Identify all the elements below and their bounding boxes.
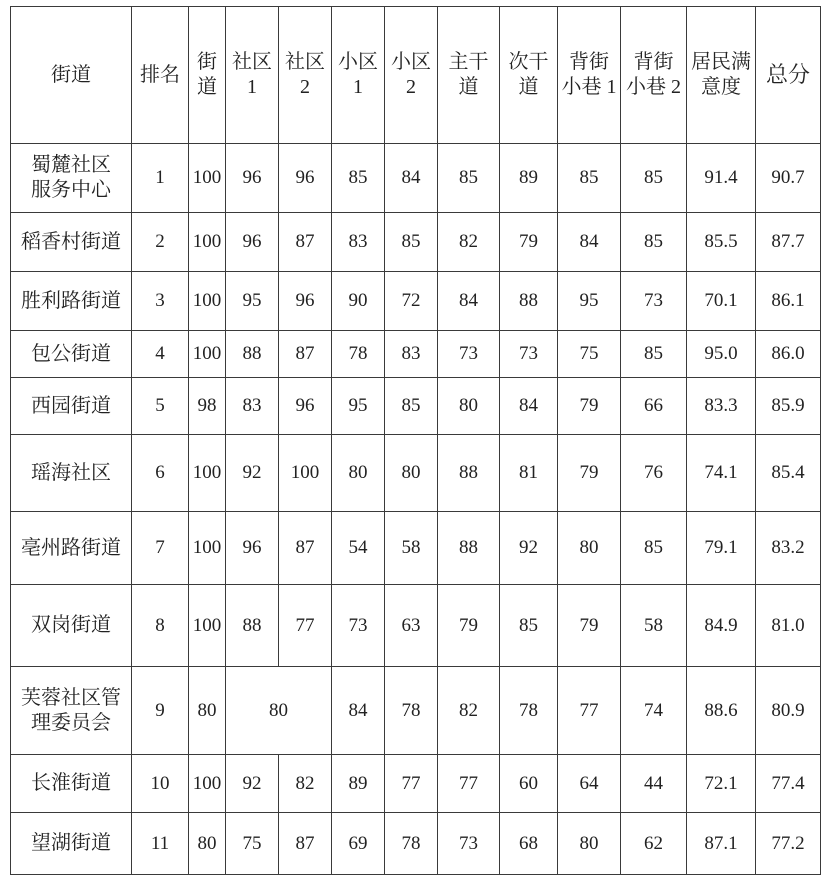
row-main-road: 73: [438, 813, 500, 875]
row-community-2: 87: [279, 213, 332, 272]
row-back-alley-1: 75: [558, 331, 621, 378]
row-community-1: 92: [226, 435, 279, 512]
row-rank: 11: [132, 813, 189, 875]
row-residential-2: 83: [385, 331, 438, 378]
row-residential-1: 84: [332, 667, 385, 755]
table-row: [11, 435, 821, 512]
row-community-2: 87: [279, 813, 332, 875]
header-resident-satisfaction: 居民满 意度: [687, 7, 756, 144]
row-street-score: 100: [189, 585, 226, 667]
row-satisfaction: 79.1: [687, 512, 756, 585]
row-back-alley-1: 79: [558, 435, 621, 512]
row-community-2: 96: [279, 378, 332, 435]
row-community-2: 82: [279, 755, 332, 813]
row-total: 85.4: [756, 435, 821, 512]
row-back-alley-2: 62: [621, 813, 687, 875]
row-total: 77.4: [756, 755, 821, 813]
row-total: 87.7: [756, 213, 821, 272]
row-total: 77.2: [756, 813, 821, 875]
row-rank: 10: [132, 755, 189, 813]
row-community-2: 96: [279, 272, 332, 331]
row-back-alley-2: 74: [621, 667, 687, 755]
row-satisfaction: 85.5: [687, 213, 756, 272]
row-residential-2: 72: [385, 272, 438, 331]
row-community-1: 88: [226, 331, 279, 378]
row-street-score: 100: [189, 331, 226, 378]
row-street-name: 双岗街道: [11, 585, 132, 667]
row-community-merged: 80: [226, 667, 332, 755]
row-main-road: 88: [438, 512, 500, 585]
row-rank: 9: [132, 667, 189, 755]
header-community-1: 社区 1: [226, 7, 279, 144]
header-total-score: 总分: [756, 7, 821, 144]
row-community-1: 83: [226, 378, 279, 435]
table-row: [11, 755, 821, 813]
row-residential-1: 73: [332, 585, 385, 667]
row-street-score: 80: [189, 667, 226, 755]
row-secondary-road: 78: [500, 667, 558, 755]
row-main-road: 84: [438, 272, 500, 331]
row-street-name: 长淮街道: [11, 755, 132, 813]
row-back-alley-1: 80: [558, 512, 621, 585]
header-row: [11, 7, 821, 144]
row-main-road: 77: [438, 755, 500, 813]
row-residential-1: 95: [332, 378, 385, 435]
row-satisfaction: 83.3: [687, 378, 756, 435]
row-total: 86.0: [756, 331, 821, 378]
row-street-name: 芙蓉社区管 理委员会: [11, 667, 132, 755]
row-rank: 7: [132, 512, 189, 585]
row-back-alley-2: 85: [621, 512, 687, 585]
row-back-alley-1: 95: [558, 272, 621, 331]
row-main-road: 88: [438, 435, 500, 512]
row-back-alley-2: 73: [621, 272, 687, 331]
row-back-alley-1: 84: [558, 213, 621, 272]
table-row: [11, 512, 821, 585]
row-street-name: 蜀麓社区 服务中心: [11, 144, 132, 213]
row-satisfaction: 70.1: [687, 272, 756, 331]
row-community-2: 77: [279, 585, 332, 667]
row-back-alley-2: 66: [621, 378, 687, 435]
row-rank: 3: [132, 272, 189, 331]
row-residential-1: 90: [332, 272, 385, 331]
row-total: 86.1: [756, 272, 821, 331]
row-total: 90.7: [756, 144, 821, 213]
row-back-alley-2: 44: [621, 755, 687, 813]
row-street-score: 100: [189, 213, 226, 272]
row-rank: 6: [132, 435, 189, 512]
row-back-alley-1: 85: [558, 144, 621, 213]
row-secondary-road: 81: [500, 435, 558, 512]
row-main-road: 80: [438, 378, 500, 435]
row-satisfaction: 95.0: [687, 331, 756, 378]
header-secondary-road: 次干 道: [500, 7, 558, 144]
table-row: [11, 272, 821, 331]
row-back-alley-2: 85: [621, 144, 687, 213]
row-rank: 1: [132, 144, 189, 213]
row-community-1: 88: [226, 585, 279, 667]
row-street-name: 瑶海社区: [11, 435, 132, 512]
row-secondary-road: 60: [500, 755, 558, 813]
row-back-alley-1: 80: [558, 813, 621, 875]
header-main-road: 主干 道: [438, 7, 500, 144]
row-residential-2: 77: [385, 755, 438, 813]
row-street-score: 100: [189, 755, 226, 813]
table-row: [11, 144, 821, 213]
row-main-road: 82: [438, 667, 500, 755]
row-street-name: 亳州路街道: [11, 512, 132, 585]
row-satisfaction: 91.4: [687, 144, 756, 213]
row-residential-1: 89: [332, 755, 385, 813]
row-total: 83.2: [756, 512, 821, 585]
row-residential-2: 80: [385, 435, 438, 512]
row-residential-1: 69: [332, 813, 385, 875]
row-secondary-road: 92: [500, 512, 558, 585]
row-back-alley-1: 79: [558, 585, 621, 667]
row-residential-1: 54: [332, 512, 385, 585]
row-secondary-road: 88: [500, 272, 558, 331]
header-residential-1: 小区 1: [332, 7, 385, 144]
row-secondary-road: 84: [500, 378, 558, 435]
row-secondary-road: 79: [500, 213, 558, 272]
row-community-1: 92: [226, 755, 279, 813]
row-community-1: 96: [226, 512, 279, 585]
row-community-1: 96: [226, 144, 279, 213]
row-secondary-road: 68: [500, 813, 558, 875]
row-street-name: 西园街道: [11, 378, 132, 435]
row-rank: 5: [132, 378, 189, 435]
row-residential-1: 85: [332, 144, 385, 213]
header-community-2: 社区 2: [279, 7, 332, 144]
row-back-alley-1: 79: [558, 378, 621, 435]
header-residential-2: 小区 2: [385, 7, 438, 144]
row-residential-2: 63: [385, 585, 438, 667]
row-community-2: 87: [279, 512, 332, 585]
row-community-1: 96: [226, 213, 279, 272]
row-total: 85.9: [756, 378, 821, 435]
row-main-road: 79: [438, 585, 500, 667]
row-street-name: 望湖街道: [11, 813, 132, 875]
row-street-name: 包公街道: [11, 331, 132, 378]
row-community-1: 95: [226, 272, 279, 331]
header-back-alley-1: 背街 小巷 1: [558, 7, 621, 144]
row-satisfaction: 72.1: [687, 755, 756, 813]
table-row: [11, 213, 821, 272]
row-rank: 4: [132, 331, 189, 378]
row-community-2: 96: [279, 144, 332, 213]
row-satisfaction: 88.6: [687, 667, 756, 755]
row-secondary-road: 89: [500, 144, 558, 213]
header-rank: 排名: [132, 7, 189, 144]
row-satisfaction: 87.1: [687, 813, 756, 875]
row-back-alley-1: 77: [558, 667, 621, 755]
table-row: [11, 378, 821, 435]
row-street-name: 胜利路街道: [11, 272, 132, 331]
row-residential-2: 84: [385, 144, 438, 213]
row-back-alley-2: 76: [621, 435, 687, 512]
header-street-road: 街 道: [189, 7, 226, 144]
row-residential-1: 80: [332, 435, 385, 512]
table-row: [11, 667, 821, 755]
row-rank: 8: [132, 585, 189, 667]
row-residential-1: 83: [332, 213, 385, 272]
row-community-2: 100: [279, 435, 332, 512]
row-satisfaction: 84.9: [687, 585, 756, 667]
row-residential-1: 78: [332, 331, 385, 378]
row-residential-2: 85: [385, 213, 438, 272]
row-back-alley-1: 64: [558, 755, 621, 813]
row-main-road: 82: [438, 213, 500, 272]
row-street-score: 100: [189, 435, 226, 512]
header-street: 街道: [11, 7, 132, 144]
row-street-name: 稻香村街道: [11, 213, 132, 272]
street-score-table: [10, 6, 821, 875]
row-secondary-road: 73: [500, 331, 558, 378]
row-main-road: 73: [438, 331, 500, 378]
table-row: [11, 331, 821, 378]
row-community-1: 75: [226, 813, 279, 875]
row-secondary-road: 85: [500, 585, 558, 667]
row-residential-2: 78: [385, 667, 438, 755]
row-community-2: 87: [279, 331, 332, 378]
row-satisfaction: 74.1: [687, 435, 756, 512]
row-street-score: 100: [189, 144, 226, 213]
row-back-alley-2: 58: [621, 585, 687, 667]
table-row: [11, 585, 821, 667]
row-street-score: 80: [189, 813, 226, 875]
row-rank: 2: [132, 213, 189, 272]
row-total: 81.0: [756, 585, 821, 667]
row-back-alley-2: 85: [621, 213, 687, 272]
row-main-road: 85: [438, 144, 500, 213]
row-street-score: 100: [189, 512, 226, 585]
row-residential-2: 58: [385, 512, 438, 585]
row-street-score: 98: [189, 378, 226, 435]
header-back-alley-2: 背街 小巷 2: [621, 7, 687, 144]
row-back-alley-2: 85: [621, 331, 687, 378]
table-row: [11, 813, 821, 875]
row-street-score: 100: [189, 272, 226, 331]
row-residential-2: 85: [385, 378, 438, 435]
row-residential-2: 78: [385, 813, 438, 875]
row-total: 80.9: [756, 667, 821, 755]
